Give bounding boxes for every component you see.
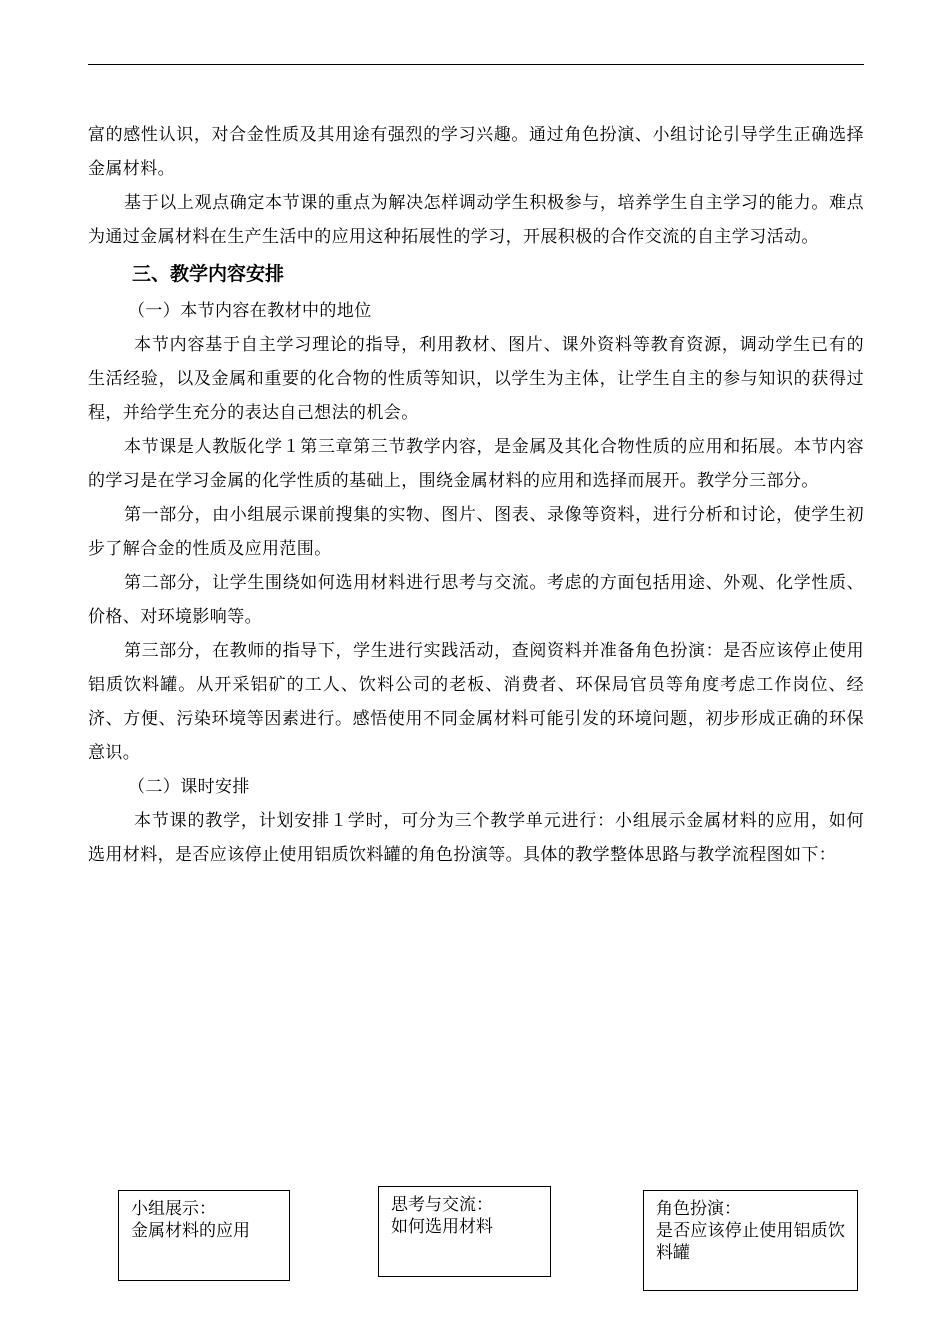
section-heading: 三、教学内容安排: [132, 263, 285, 285]
paragraph-6: 第二部分，让学生围绕如何选用材料进行思考与交流。考虑的方面包括用途、外观、化学性质、价格、对环境影响等。: [88, 573, 864, 627]
paragraph-4: 本节课是人教版化学１第三章第三节教学内容，是金属及其化合物性质的应用和拓展。本节内容的学习是在学习金属的化学性质的基础上，围绕金属材料的应用和选择而展开。教学分三部分。: [88, 437, 864, 491]
flow-box-title: 思考与交流：: [391, 1195, 493, 1215]
flow-box-title: 小组展示：: [131, 1199, 216, 1219]
paragraph-7: 第三部分，在教师的指导下，学生进行实践活动，查阅资料并准备角色扮演：是否应该停止使用铝质饮料罐。从开采铝矿的工人、饮料公司的老板、消费者、环保局官员等角度考虑工作岗位、经济、方便、污染环境等因素进行。感悟使用不同金属材料可能引发的环境问题，初步形成正确的环保意识。: [88, 641, 864, 763]
flow-box-body: 金属材料的应用: [131, 1221, 250, 1241]
flow-box-think-exchange: [378, 1186, 551, 1277]
flow-box-role-play: [643, 1190, 858, 1291]
paragraph-2: 基于以上观点确定本节课的重点为解决怎样调动学生积极参与，培养学生自主学习的能力。难点为通过金属材料在生产生活中的应用这种拓展性的学习，开展积极的合作交流的自主学习活动。: [88, 193, 864, 247]
flow-box-title: 角色扮演：: [656, 1199, 741, 1219]
flow-box-group-display: [118, 1190, 290, 1281]
paragraph-3: 本节内容基于自主学习理论的指导，利用教材、图片、课外资料等教育资源，调动学生已有的生活经验，以及金属和重要的化合物的性质等知识，以学生为主体，让学生自主的参与知识的获得过程，并给学生充分的表达自己想法的机会。: [88, 335, 864, 423]
flow-box-body: 是否应该停止使用铝质饮料罐: [656, 1221, 845, 1263]
paragraph-1: 富的感性认识，对合金性质及其用途有强烈的学习兴趣。通过角色扮演、小组讨论引导学生正确选择金属材料。: [88, 125, 864, 179]
document-body: [88, 118, 864, 872]
subheading-position: （一）本节内容在教材中的地位: [128, 301, 372, 321]
paragraph-8: 本节课的教学，计划安排１学时，可分为三个教学单元进行：小组展示金属材料的应用，如何选用材料，是否应该停止使用铝质饮料罐的角色扮演等。具体的教学整体思路与教学流程图如下：: [88, 811, 864, 865]
paragraph-5: 第一部分，由小组展示课前搜集的实物、图片、图表、录像等资料，进行分析和讨论，使学生初步了解合金的性质及应用范围。: [88, 505, 864, 559]
flow-box-body: 如何选用材料: [391, 1217, 493, 1237]
header-rule: [88, 64, 864, 65]
subheading-schedule: （二）课时安排: [128, 777, 250, 797]
